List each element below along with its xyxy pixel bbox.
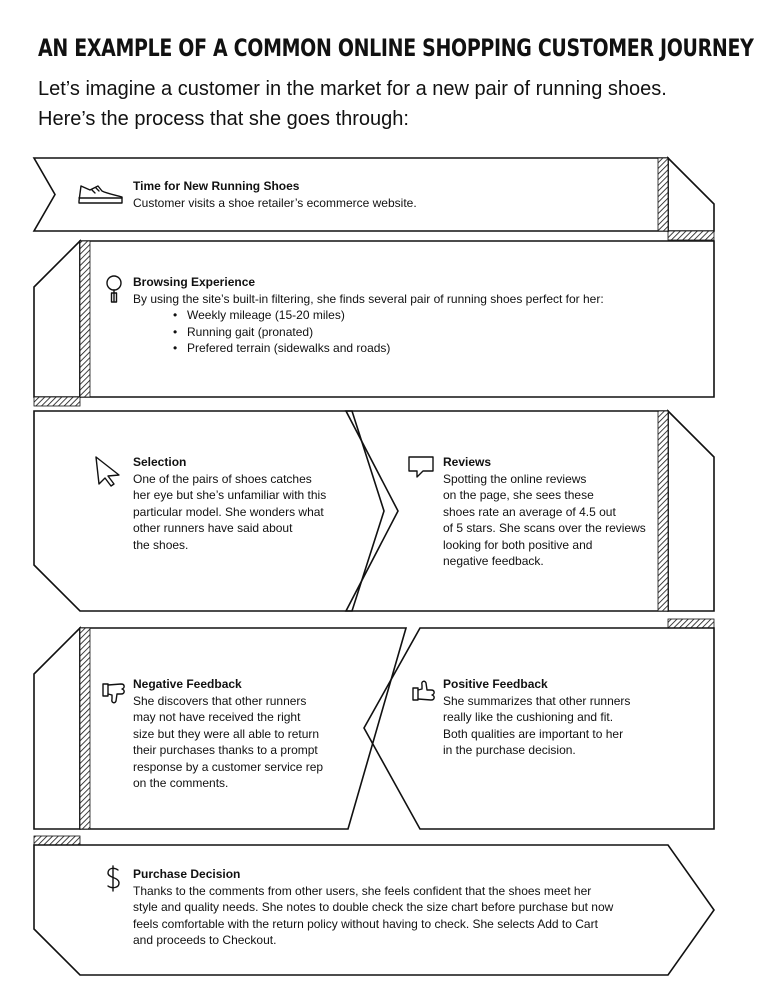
step-purchase-decision <box>133 866 673 949</box>
list-item: • Running gait (pronated) <box>187 324 693 341</box>
step-heading: Purchase Decision <box>133 867 241 881</box>
list-item: • Weekly mileage (15-20 miles) <box>187 307 693 324</box>
fold-hatch-5b <box>34 836 80 845</box>
shoe-icon <box>79 186 122 203</box>
step-line: size but they were all able to return <box>133 726 320 741</box>
thumbs-up-icon <box>413 681 434 700</box>
step-heading: Browsing Experience <box>133 275 256 289</box>
speech-bubble-icon <box>409 457 433 477</box>
step-text: By using the site’s built-in filtering, she finds several pair of running shoes perfect for her: <box>133 291 604 306</box>
fold-flap-1 <box>668 158 714 231</box>
step-line: and proceeds to Checkout. <box>133 933 277 947</box>
step-heading: Selection <box>133 455 187 469</box>
step-line: may not have received the right <box>133 710 301 724</box>
step-line: negative feedback. <box>443 554 544 568</box>
step-line: other runners have said about <box>133 521 293 535</box>
step-heading: Positive Feedback <box>443 677 548 691</box>
intro-line-2: Here’s the process that she goes through: <box>38 108 409 130</box>
fold-hatch-2 <box>80 241 90 397</box>
thumbs-down-icon <box>103 684 124 703</box>
step-line: She discovers that other runners <box>133 693 307 708</box>
cursor-icon <box>96 457 119 486</box>
step-line: really like the cushioning and fit. <box>443 710 614 724</box>
step-line: feels comfortable with the return policy without having to check. She selects Add to Cart <box>133 916 598 931</box>
step-time-for-new-shoes <box>133 178 653 211</box>
step-line: of 5 stars. She scans over the reviews <box>443 521 646 535</box>
step-negative-feedback <box>133 676 363 792</box>
step-line: in the purchase decision. <box>443 743 576 757</box>
fold-hatch-2b <box>34 397 80 406</box>
step-heading: Time for New Running Shoes <box>133 179 300 193</box>
page-title: AN EXAMPLE OF A COMMON ONLINE SHOPPING CUSTOMER JOURNEY <box>38 34 754 62</box>
step-line: on the page, she sees these <box>443 488 594 502</box>
fold-flap-2 <box>34 241 80 397</box>
step-heading: Reviews <box>443 455 492 469</box>
step-line: shoes rate an average of 4.5 out <box>443 504 616 519</box>
step-selection <box>133 454 383 553</box>
fold-hatch-1b <box>668 231 714 240</box>
list-item: • Prefered terrain (sidewalks and roads) <box>187 340 693 357</box>
step-reviews <box>443 454 663 570</box>
step-line: particular model. She wonders what <box>133 504 324 519</box>
step-line: Thanks to the comments from other users, she feels confident that the shoes meet her <box>133 883 592 898</box>
fold-flap-4 <box>668 411 714 611</box>
step-line: her eye but she’s unfamiliar with this <box>133 488 327 502</box>
step-line: looking for both positive and <box>443 537 593 552</box>
step-line: style and quality needs. She notes to double check the size chart before purchase but now <box>133 900 614 914</box>
filter-list <box>133 307 693 357</box>
step-line: response by a customer service rep <box>133 759 324 774</box>
magnifier-icon <box>107 276 121 302</box>
step-line: One of the pairs of shoes catches <box>133 471 312 486</box>
intro-line-1: Let’s imagine a customer in the market for a new pair of running shoes. <box>38 78 667 100</box>
step-line: on the comments. <box>133 776 229 790</box>
step-browsing <box>133 274 693 357</box>
step-line: their purchases thanks to a prompt <box>133 743 318 757</box>
step-line: Both qualities are important to her <box>443 726 624 741</box>
fold-flap-5 <box>34 628 80 829</box>
step-heading: Negative Feedback <box>133 677 242 691</box>
fold-hatch-4b <box>668 619 714 628</box>
step-line: Spotting the online reviews <box>443 471 587 486</box>
step-line: She summarizes that other runners <box>443 693 631 708</box>
fold-hatch-5 <box>80 628 90 829</box>
step-text: Customer visits a shoe retailer’s ecommerce website. <box>133 195 417 210</box>
step-line: the shoes. <box>133 537 189 552</box>
fold-hatch-1 <box>658 158 668 231</box>
dollar-icon <box>108 866 119 891</box>
step-positive-feedback <box>443 676 683 759</box>
